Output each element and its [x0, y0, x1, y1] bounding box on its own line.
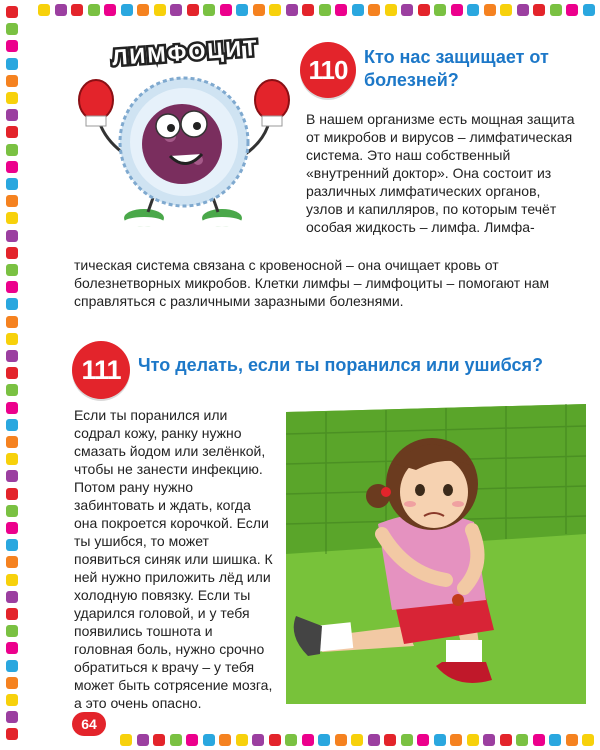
border-dot [6, 591, 18, 603]
border-dot [335, 4, 347, 16]
border-dot [6, 298, 18, 310]
border-dot [385, 4, 397, 16]
border-dot [368, 734, 380, 746]
border-dot [533, 4, 545, 16]
border-dot [352, 4, 364, 16]
border-dots-bottom [120, 734, 600, 750]
border-dot [401, 4, 413, 16]
border-dot [203, 4, 215, 16]
border-dot [137, 4, 149, 16]
border-dot [384, 734, 396, 746]
border-dot [516, 734, 528, 746]
border-dot [6, 144, 18, 156]
border-dot [252, 734, 264, 746]
border-dot [88, 4, 100, 16]
border-dot [6, 625, 18, 637]
border-dot [6, 384, 18, 396]
border-dot [6, 419, 18, 431]
section-111-number-badge: 111 [72, 341, 130, 399]
border-dot [6, 556, 18, 568]
border-dot [6, 109, 18, 121]
border-dot [170, 734, 182, 746]
border-dot [6, 522, 18, 534]
border-dot [137, 734, 149, 746]
border-dot [483, 734, 495, 746]
border-dot [6, 178, 18, 190]
border-dot [104, 4, 116, 16]
border-dot [434, 4, 446, 16]
border-dot [6, 642, 18, 654]
border-dot [6, 40, 18, 52]
border-dot [582, 734, 594, 746]
border-dot [467, 734, 479, 746]
border-dot [368, 4, 380, 16]
border-dot [6, 92, 18, 104]
border-dot [533, 734, 545, 746]
border-dot [55, 4, 67, 16]
border-dot [38, 4, 50, 16]
border-dot [434, 734, 446, 746]
border-dot [219, 734, 231, 746]
border-dot [6, 230, 18, 242]
border-dot [6, 488, 18, 500]
section-110-number-badge: 110 [300, 42, 356, 98]
border-dot [550, 4, 562, 16]
border-dot [401, 734, 413, 746]
border-dot [187, 4, 199, 16]
border-dot [153, 734, 165, 746]
border-dot [6, 402, 18, 414]
border-dot [467, 4, 479, 16]
border-dot [71, 4, 83, 16]
border-dot [6, 333, 18, 345]
border-dot [6, 367, 18, 379]
border-dot [170, 4, 182, 16]
border-dot [566, 734, 578, 746]
border-dot [418, 4, 430, 16]
border-dot [6, 470, 18, 482]
border-dot [286, 4, 298, 16]
lymphocyte-label: ЛИМФОЦИТ [111, 34, 260, 71]
border-dot [285, 734, 297, 746]
border-dot [6, 75, 18, 87]
border-dot [351, 734, 363, 746]
border-dot [417, 734, 429, 746]
border-dot [253, 4, 265, 16]
border-dot [6, 539, 18, 551]
border-dots-left [6, 6, 24, 750]
border-dot [6, 436, 18, 448]
border-dot [517, 4, 529, 16]
section-110-text-full: тическая система связана с кровеносной – она очищает кровь от болезнетворных микробов. Клетки лимфы – лимфоциты – помогают нам справляться с различными заразными болезнями. [74, 257, 550, 309]
border-dot [6, 711, 18, 723]
border-dot [335, 734, 347, 746]
border-dot [583, 4, 595, 16]
border-dot [6, 453, 18, 465]
section-111-text: Если ты поранился или содрал кожу, ранку нужно смазать йодом или зелёнкой, чтобы не занести инфекцию. Потом рану нужно забинтовать и ждать, когда она покроется корочкой. Если ты ушибся, то может появиться синяк или шишка. К ней нужно приложить лёд или холодную повязку. Если ты ударился головой, и у тебя появились тошнота и головная боль, нужно срочно обратиться к врачу – у тебя может быть сотрясение мозга, а это очень опасно. [74, 407, 273, 711]
border-dot [121, 4, 133, 16]
border-dot [6, 23, 18, 35]
border-dot [6, 608, 18, 620]
border-dot [302, 4, 314, 16]
border-dot [120, 734, 132, 746]
border-dot [302, 734, 314, 746]
border-dot [6, 694, 18, 706]
border-dot [6, 660, 18, 672]
lymphocyte-illustration [74, 60, 294, 240]
border-dot [566, 4, 578, 16]
border-dot [318, 734, 330, 746]
border-dot [6, 126, 18, 138]
section-110-title: Кто нас защищает от болезней? [364, 47, 549, 90]
border-dot [500, 4, 512, 16]
border-dot [549, 734, 561, 746]
border-dot [500, 734, 512, 746]
border-dot [6, 281, 18, 293]
section-110-text-wrapped: В нашем организме есть мощная защита от микробов и вирусов – лимфатическая система. Это наш собственный «внутренний доктор». Она состоит из различных лимфатических органов, узлов и капилляров, по которым течёт особая жидкость – лимфа. Лимфа- [306, 111, 575, 235]
border-dot [236, 734, 248, 746]
border-dot [450, 734, 462, 746]
border-dot [203, 734, 215, 746]
border-dot [6, 247, 18, 259]
border-dot [6, 316, 18, 328]
border-dot [154, 4, 166, 16]
border-dot [6, 58, 18, 70]
border-dot [6, 677, 18, 689]
border-dot [6, 6, 18, 18]
border-dot [451, 4, 463, 16]
border-dot [6, 728, 18, 740]
section-111-title: Что делать, если ты поранился или ушибся? [138, 355, 544, 375]
border-dot [6, 350, 18, 362]
injured-girl-illustration [286, 404, 586, 704]
border-dot [6, 574, 18, 586]
page-number: 64 [72, 712, 106, 736]
border-dot [6, 161, 18, 173]
border-dot [319, 4, 331, 16]
border-dot [6, 212, 18, 224]
border-dot [186, 734, 198, 746]
border-dot [236, 4, 248, 16]
border-dot [6, 195, 18, 207]
border-dot [6, 264, 18, 276]
border-dot [269, 734, 281, 746]
border-dot [6, 505, 18, 517]
border-dot [269, 4, 281, 16]
border-dot [484, 4, 496, 16]
border-dot [220, 4, 232, 16]
border-dots-top [38, 4, 600, 20]
